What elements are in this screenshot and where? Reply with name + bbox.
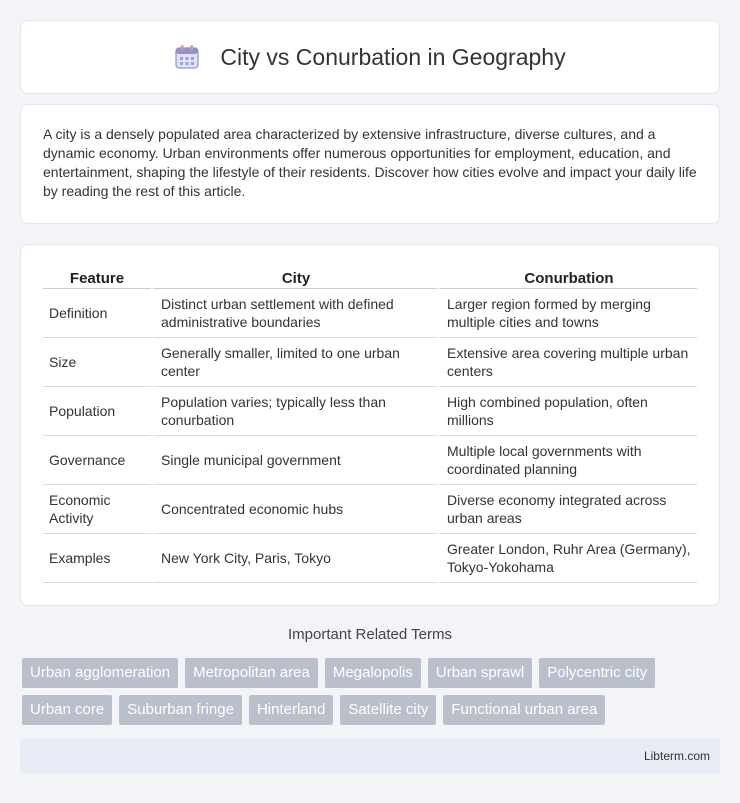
city-cell: Generally smaller, limited to one urban center	[151, 338, 437, 387]
header-feature: Feature	[43, 263, 151, 289]
city-cell: Concentrated economic hubs	[151, 485, 437, 534]
table-row	[43, 436, 697, 485]
table-row	[43, 534, 697, 583]
city-cell: Single municipal government	[151, 436, 437, 485]
related-term-tag[interactable]: Functional urban area	[443, 695, 605, 725]
feature-cell: Definition	[43, 289, 151, 338]
city-cell: Population varies; typically less than conurbation	[151, 387, 437, 436]
table-row	[43, 338, 697, 387]
table-header-row	[43, 263, 697, 289]
title-card	[20, 20, 720, 94]
related-term-tag[interactable]: Hinterland	[249, 695, 333, 725]
header-city: City	[151, 263, 437, 289]
related-term-tag[interactable]: Suburban fringe	[119, 695, 242, 725]
feature-cell: Population	[43, 387, 151, 436]
feature-cell: Economic Activity	[43, 485, 151, 534]
footer	[20, 739, 720, 773]
conurbation-cell: High combined population, often millions	[437, 387, 697, 436]
related-terms-row	[22, 658, 722, 688]
feature-cell: Governance	[43, 436, 151, 485]
related-terms-row	[22, 695, 722, 725]
conurbation-cell: Larger region formed by merging multiple cities and towns	[437, 289, 697, 338]
related-term-tag[interactable]: Urban core	[22, 695, 112, 725]
city-cell: Distinct urban settlement with defined administrative boundaries	[151, 289, 437, 338]
related-term-tag[interactable]: Satellite city	[340, 695, 436, 725]
table-row	[43, 289, 697, 338]
related-terms-title: Important Related Terms	[288, 626, 452, 643]
conurbation-cell: Extensive area covering multiple urban centers	[437, 338, 697, 387]
conurbation-cell: Multiple local governments with coordinated planning	[437, 436, 697, 485]
related-term-tag[interactable]: Urban sprawl	[428, 658, 532, 688]
comparison-table	[43, 263, 697, 583]
related-term-tag[interactable]: Urban agglomeration	[22, 658, 178, 688]
intro-text: A city is a densely populated area characterized by extensive infrastructure, diverse cultures, and a dynamic economy. Urban environments offer numerous opportunities for employment, education, and entertainment, shaping the lifestyle of their residents. Discover how cities evolve and impact your daily life by reading the rest of this article.	[43, 126, 697, 199]
calendar-icon	[174, 44, 200, 70]
footer-site-link[interactable]: Libterm.com	[643, 749, 710, 763]
intro-card	[20, 104, 720, 224]
comparison-table-card	[20, 244, 720, 606]
header-conurbation: Conurbation	[437, 263, 697, 289]
related-term-tag[interactable]: Polycentric city	[539, 658, 655, 688]
feature-cell: Examples	[43, 534, 151, 583]
conurbation-cell: Diverse economy integrated across urban areas	[437, 485, 697, 534]
conurbation-cell: Greater London, Ruhr Area (Germany), Tokyo-Yokohama	[437, 534, 697, 583]
table-row	[43, 485, 697, 534]
page-title: City vs Conurbation in Geography	[220, 43, 566, 70]
feature-cell: Size	[43, 338, 151, 387]
related-term-tag[interactable]: Metropolitan area	[185, 658, 318, 688]
city-cell: New York City, Paris, Tokyo	[151, 534, 437, 583]
related-terms	[22, 658, 722, 732]
table-row	[43, 387, 697, 436]
related-term-tag[interactable]: Megalopolis	[325, 658, 421, 688]
